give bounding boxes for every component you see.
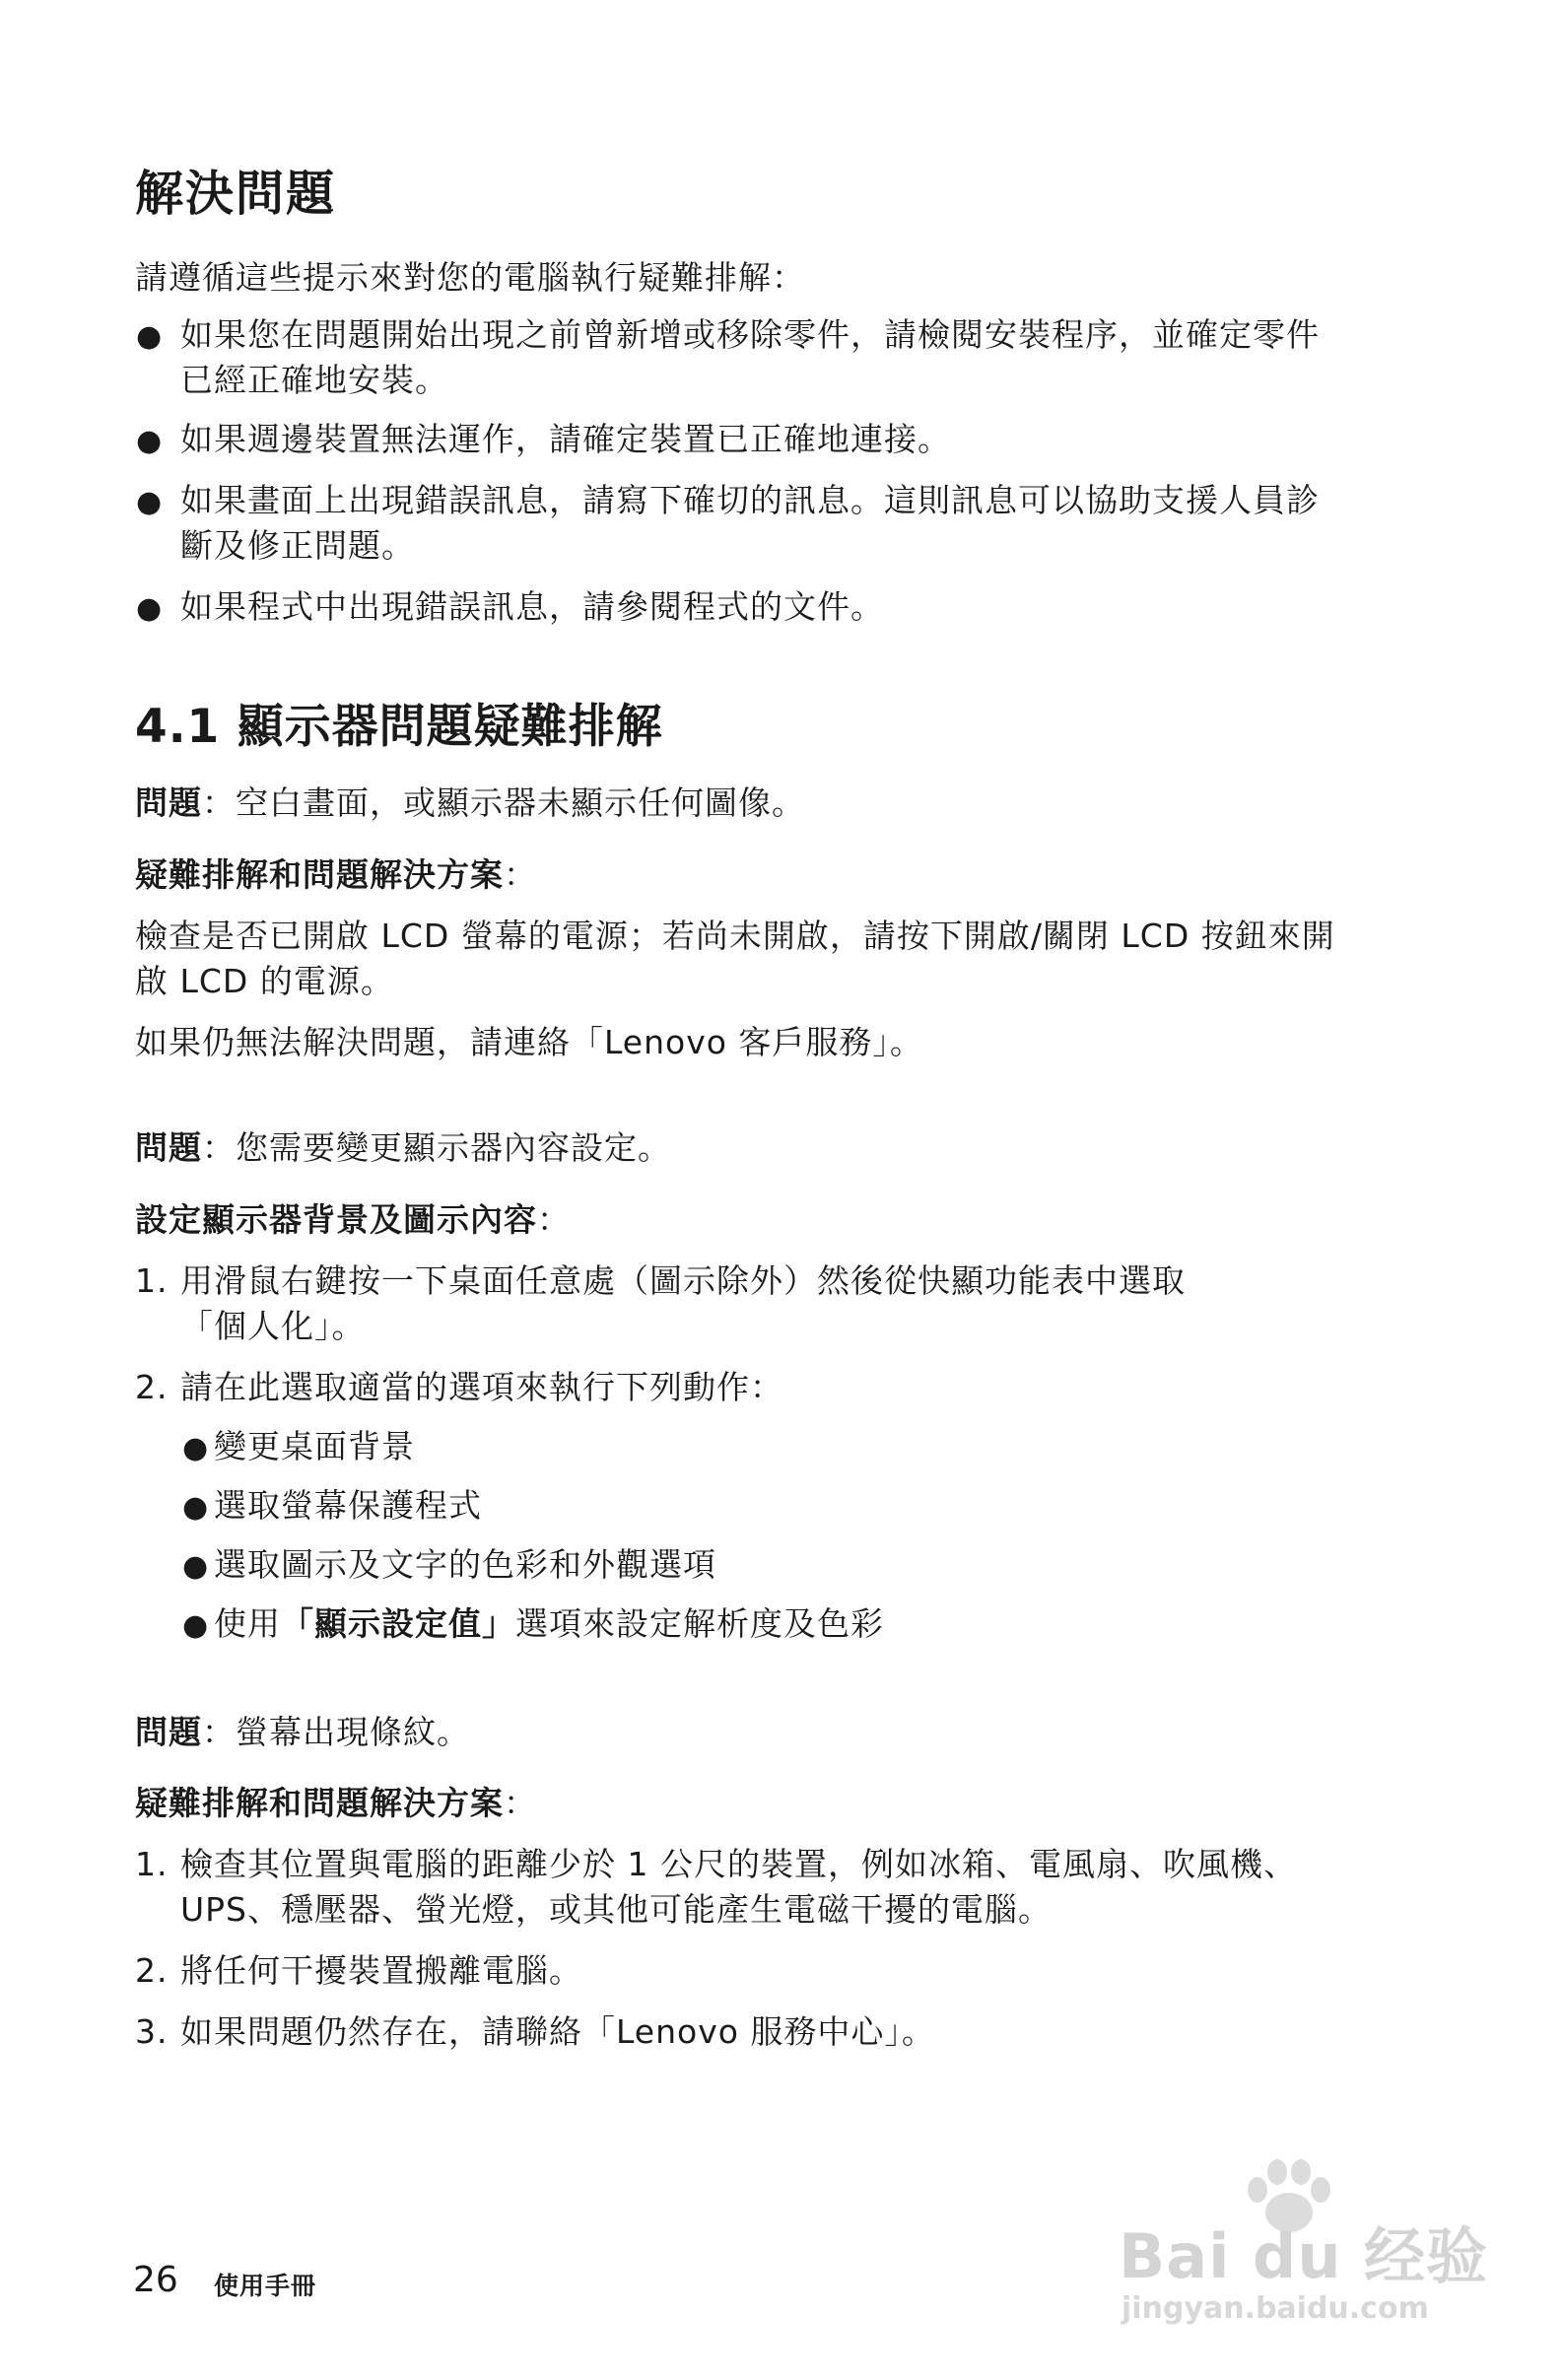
bullet-1-line-2: 已經正確地安裝。 [180, 361, 448, 399]
solution-heading-text: 疑難排解和問題解決方案 [135, 1784, 504, 1822]
issue-1-para-1-line-1: 檢查是否已開啟 LCD 螢幕的電源；若尚未開啟，請按下開啟/關閉 LCD 按鈕來開 [135, 917, 1335, 955]
sub-item-4-bold: 「顯示設定值」 [281, 1604, 515, 1643]
issue-label: 問題 [135, 783, 202, 822]
issue-label: 問題 [135, 1713, 202, 1751]
bullet-dot: ● [136, 424, 163, 458]
issue-3-step-1-line-2: UPS、穩壓器、螢光燈，或其他可能產生電磁干擾的電腦。 [180, 1890, 1053, 1929]
issue-2-step-1-line-1: 用滑鼠右鍵按一下桌面任意處（圖示除外）然後從快顯功能表中選取 [180, 1261, 1186, 1300]
watermark-url: jingyan.baidu.com [1122, 2291, 1429, 2326]
bullet-3-line-1: 如果畫面上出現錯誤訊息，請寫下確切的訊息。這則訊息可以協助支援人員診 [180, 481, 1320, 519]
bullet-dot: ● [136, 485, 163, 519]
bullet-dot: ● [136, 591, 163, 626]
issue-3-step-1-line-1: 檢查其位置與電腦的距離少於 1 公尺的裝置，例如冰箱、電風扇、吹風機、 [180, 1845, 1297, 1883]
step-number: 1. [135, 1261, 169, 1300]
issue-1 [135, 783, 805, 823]
sub-item-3: 選取圖示及文字的色彩和外觀選項 [214, 1545, 716, 1584]
issue-1-para-1-line-2: 啟 LCD 的電源。 [135, 962, 394, 1000]
issue-2-heading-colon: ： [537, 1200, 571, 1239]
solution-heading-colon: ： [504, 855, 537, 894]
issue-label: 問題 [135, 1128, 202, 1167]
issue-3 [135, 1713, 470, 1752]
step-number: 1. [135, 1845, 169, 1883]
bullet-4-line-1: 如果程式中出現錯誤訊息，請參閱程式的文件。 [180, 587, 884, 626]
bullet-2-line-1: 如果週邊裝置無法運作，請確定裝置已正確地連接。 [180, 420, 951, 458]
manual-title: 使用手冊 [214, 2272, 317, 2300]
step-number: 3. [135, 2012, 169, 2051]
issue-3-step-3: 如果問題仍然存在，請聯絡「Lenovo 服務中心」。 [180, 2012, 935, 2051]
issue-3-step-2: 將任何干擾裝置搬離電腦。 [180, 1951, 582, 1990]
page-number: 26 [133, 2260, 178, 2300]
solution-heading-text: 疑難排解和問題解決方案 [135, 855, 504, 894]
solution-heading-colon: ： [504, 1784, 537, 1822]
issue-2-step-2: 請在此選取適當的選項來執行下列動作： [180, 1368, 783, 1406]
bullet-dot: ● [182, 1431, 209, 1465]
page-title: 解決問題 [135, 166, 337, 222]
sub-item-2: 選取螢幕保護程式 [214, 1486, 482, 1525]
intro-text: 請遵循這些提示來對您的電腦執行疑難排解： [135, 258, 805, 297]
issue-2 [135, 1128, 671, 1168]
step-number: 2. [135, 1368, 169, 1406]
bullet-dot: ● [136, 319, 163, 354]
issue-text: ：空白畫面，或顯示器未顯示任何圖像。 [202, 783, 805, 822]
bullet-dot: ● [182, 1490, 209, 1525]
step-number: 2. [135, 1951, 169, 1990]
bullet-dot: ● [182, 1608, 209, 1643]
issue-text: ：螢幕出現條紋。 [202, 1713, 470, 1751]
issue-1-para-2: 如果仍無法解決問題，請連絡「Lenovo 客戶服務」。 [135, 1023, 923, 1061]
solution-heading-1 [135, 855, 537, 895]
solution-heading-3 [135, 1784, 537, 1823]
watermark-brand: Bai du 经验 [1119, 2220, 1489, 2292]
section-title: 4.1 顯示器問題疑難排解 [135, 700, 663, 754]
bullet-3-line-2: 斷及修正問題。 [180, 526, 415, 565]
bullet-dot: ● [182, 1549, 209, 1584]
issue-text: ：您需要變更顯示器內容設定。 [202, 1128, 671, 1167]
sub-item-4-pre: 使用 [214, 1604, 281, 1643]
issue-2-step-1-line-2: 「個人化」。 [180, 1307, 366, 1345]
bullet-1-line-1: 如果您在問題開始出現之前曾新增或移除零件，請檢閱安裝程序，並確定零件 [180, 315, 1320, 354]
issue-2-heading [135, 1200, 571, 1240]
sub-item-4-post: 選項來設定解析度及色彩 [515, 1604, 884, 1643]
sub-item-4 [214, 1604, 884, 1644]
issue-2-heading-text: 設定顯示器背景及圖示內容 [135, 1200, 537, 1239]
sub-item-1: 變更桌面背景 [214, 1427, 415, 1465]
